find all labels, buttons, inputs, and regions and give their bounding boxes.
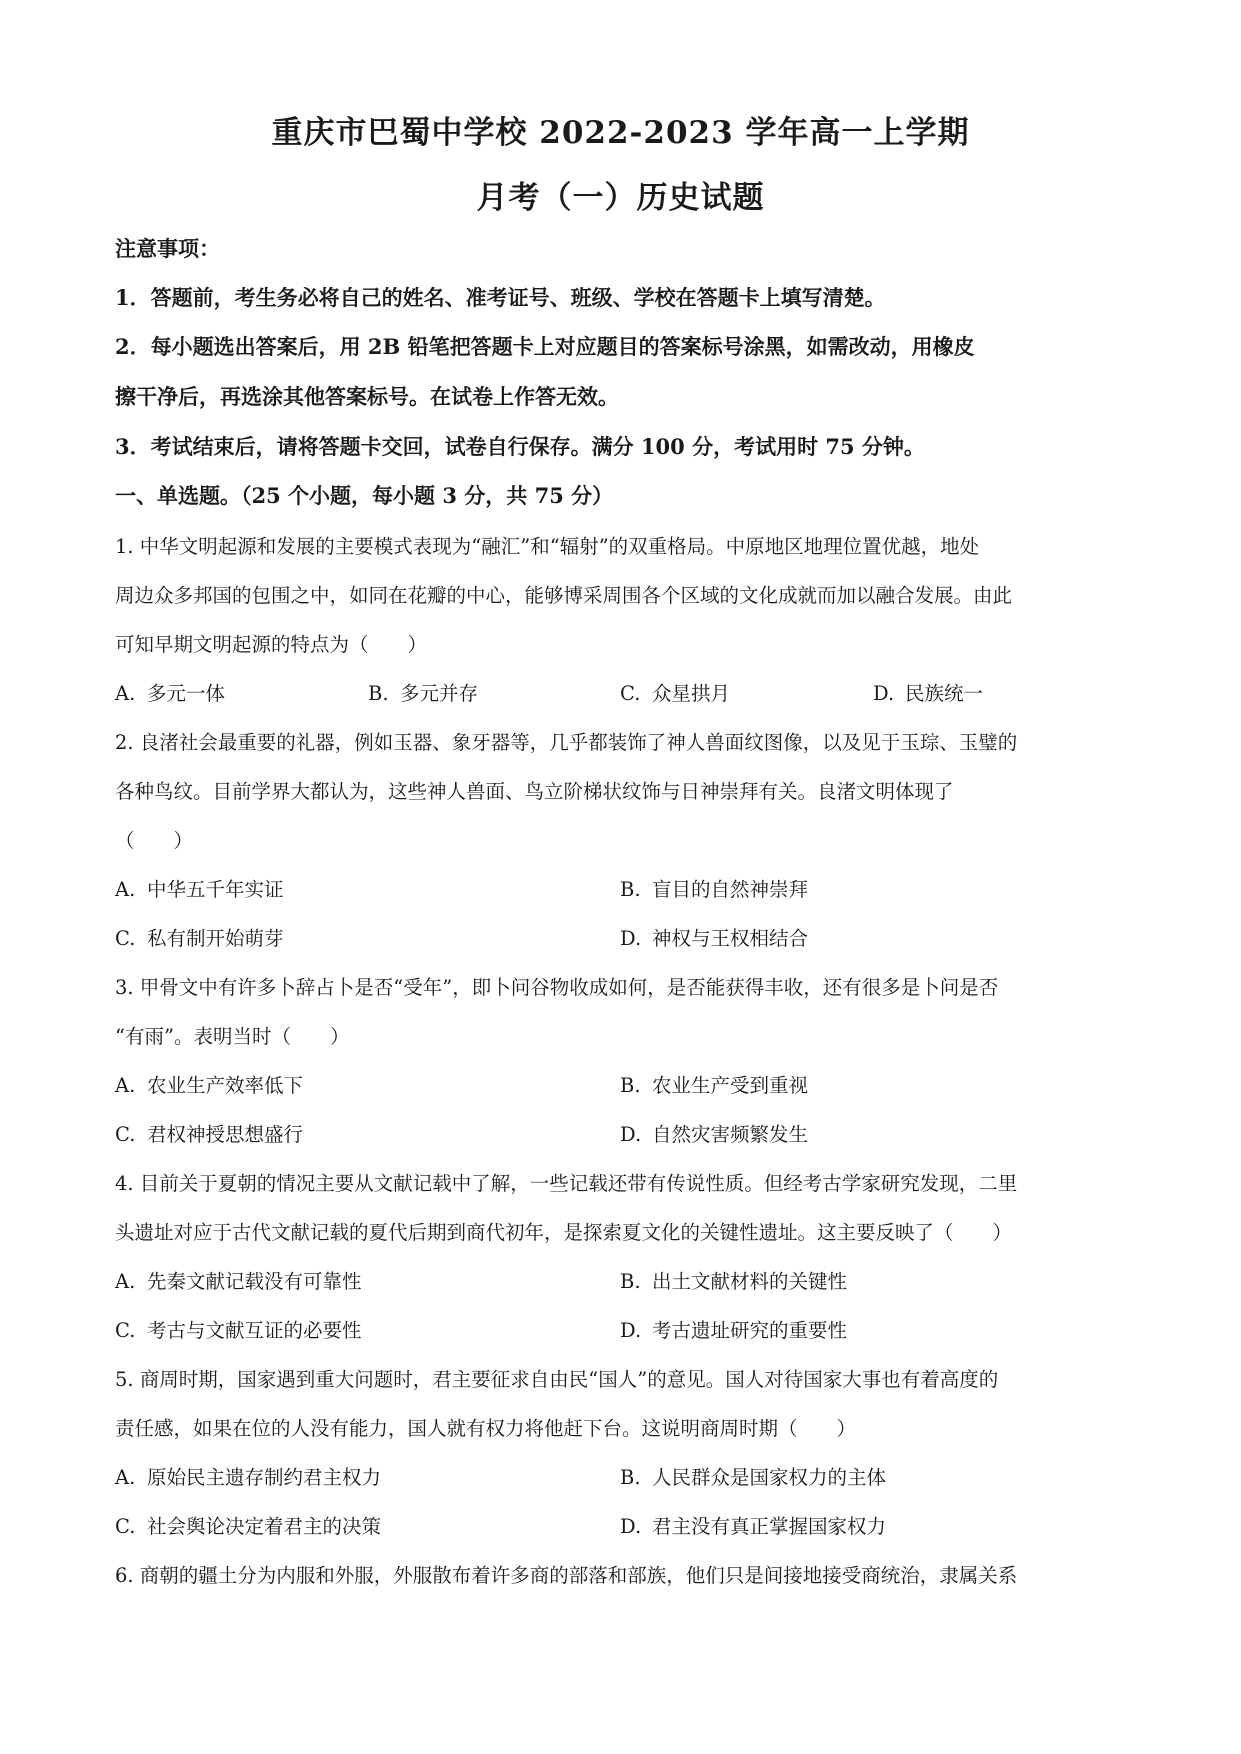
question-5-line: 5. 商周时期，国家遇到重大问题时，君主要征求自由民“国人”的意见。国人对待国家大事也有着高度的 [115, 1368, 999, 1391]
question-1-option-a [115, 678, 225, 706]
notice-item: 2．每小题选出答案后，用 2B 铅笔把答题卡上对应题目的答案标号涂黑，如需改动，用橡皮 [115, 334, 975, 359]
notice-heading: 注意事项： [115, 236, 220, 261]
notice-item: 3．考试结束后，请将答题卡交回，试卷自行保存。满分 100 分，考试用时 75 分钟。 [115, 434, 925, 459]
option-text: 考古遗址研究的重要性 [652, 1319, 848, 1342]
option-letter: C. [620, 682, 641, 705]
option-text: 社会舆论决定着君主的决策 [147, 1515, 382, 1538]
option-text: 考古与文献互证的必要性 [147, 1319, 362, 1342]
option-text: 盲目的自然神崇拜 [652, 878, 809, 901]
option-text: 神权与王权相结合 [652, 927, 809, 950]
question-4-option-c [115, 1315, 362, 1343]
question-3-line: “有雨”。表明当时（ ） [115, 1025, 350, 1048]
question-4-option-d [620, 1315, 847, 1343]
question-1-line: 周边众多邦国的包围之中，如同在花瓣的中心，能够博采周围各个区域的文化成就而加以融合发展。由此 [115, 584, 1013, 607]
option-letter: B. [620, 1074, 641, 1097]
option-text: 君主没有真正掌握国家权力 [652, 1515, 887, 1538]
option-letter: C. [115, 1515, 136, 1538]
option-letter: B. [368, 682, 389, 705]
option-text: 民族统一 [905, 682, 984, 705]
question-6-line: 6. 商朝的疆土分为内服和外服，外服散布着许多商的部落和部族，他们只是间接地接受商统治，隶属关系 [115, 1564, 1018, 1587]
notice-item: 擦干净后，再选涂其他答案标号。在试卷上作答无效。 [115, 384, 619, 409]
option-letter: D. [873, 682, 895, 705]
question-4-option-a [115, 1266, 362, 1294]
option-text: 原始民主遗存制约君主权力 [147, 1466, 382, 1489]
option-letter: A. [115, 878, 136, 901]
option-letter: D. [620, 1123, 642, 1146]
question-1-line: 1. 中华文明起源和发展的主要模式表现为“融汇”和“辐射”的双重格局。中原地区地理位置优越，地处 [115, 535, 980, 558]
question-5-option-b [620, 1462, 886, 1490]
option-text: 先秦文献记载没有可靠性 [147, 1270, 362, 1293]
option-letter: C. [115, 1319, 136, 1342]
option-letter: A. [115, 1270, 136, 1293]
option-letter: D. [620, 1319, 642, 1342]
question-3-option-c [115, 1119, 303, 1147]
question-5-option-a [115, 1462, 381, 1490]
question-4-option-b [620, 1266, 847, 1294]
question-2-option-d [620, 923, 808, 951]
section-heading: 一、单选题。（25 个小题，每小题 3 分，共 75 分） [115, 483, 614, 508]
exam-title-line2: 月考（一）历史试题 [476, 180, 765, 216]
question-5-option-d [620, 1511, 886, 1539]
option-letter: B. [620, 878, 641, 901]
question-5-line: 责任感，如果在位的人没有能力，国人就有权力将他赶下台。这说明商周时期（ ） [115, 1417, 857, 1440]
option-text: 农业生产效率低下 [147, 1074, 304, 1097]
question-1-option-c [620, 678, 730, 706]
question-2-line: 2. 良渚社会最重要的礼器，例如玉器、象牙器等，几乎都装饰了神人兽面纹图像，以及见于玉琮、玉璧的 [115, 731, 1018, 754]
option-letter: C. [115, 927, 136, 950]
exam-title-line1: 重庆市巴蜀中学校 2022-2023 学年高一上学期 [271, 115, 970, 151]
question-5-option-c [115, 1511, 381, 1539]
question-2-line: 各种鸟纹。目前学界大都认为，这些神人兽面、鸟立阶梯状纹饰与日神崇拜有关。良渚文明体现了 [115, 780, 954, 803]
option-letter: B. [620, 1466, 641, 1489]
option-text: 多元一体 [147, 682, 226, 705]
question-2-option-b [620, 874, 808, 902]
question-3-option-a [115, 1070, 303, 1098]
question-4-line: 头遗址对应于古代文献记载的夏代后期到商代初年，是探索夏文化的关键性遗址。这主要反映了（ ） [115, 1221, 1013, 1244]
option-text: 私有制开始萌芽 [147, 927, 284, 950]
option-letter: A. [115, 682, 136, 705]
option-letter: C. [115, 1123, 136, 1146]
question-1-line: 可知早期文明起源的特点为（ ） [115, 633, 428, 656]
option-text: 君权神授思想盛行 [147, 1123, 304, 1146]
option-letter: A. [115, 1466, 136, 1489]
question-3-line: 3. 甲骨文中有许多卜辞占卜是否“受年”，即卜问谷物收成如何，是否能获得丰收，还有很多是卜问是否 [115, 976, 999, 999]
option-letter: D. [620, 1515, 642, 1538]
question-1-option-b [368, 678, 478, 706]
question-2-line: （ ） [115, 829, 194, 852]
question-1-option-d [873, 678, 983, 706]
option-text: 出土文献材料的关键性 [652, 1270, 848, 1293]
notice-item: 1．答题前，考生务必将自己的姓名、准考证号、班级、学校在答题卡上填写清楚。 [115, 285, 886, 310]
question-2-option-c [115, 923, 284, 951]
question-2-option-a [115, 874, 284, 902]
option-letter: B. [620, 1270, 641, 1293]
option-text: 自然灾害频繁发生 [652, 1123, 809, 1146]
option-text: 中华五千年实证 [147, 878, 284, 901]
question-4-line: 4. 目前关于夏朝的情况主要从文献记载中了解，一些记载还带有传说性质。但经考古学家研究发现，二里 [115, 1172, 1018, 1195]
option-letter: D. [620, 927, 642, 950]
option-text: 多元并存 [400, 682, 479, 705]
option-letter: A. [115, 1074, 136, 1097]
question-3-option-d [620, 1119, 808, 1147]
question-3-option-b [620, 1070, 808, 1098]
option-text: 众星拱月 [652, 682, 731, 705]
option-text: 人民群众是国家权力的主体 [652, 1466, 887, 1489]
option-text: 农业生产受到重视 [652, 1074, 809, 1097]
